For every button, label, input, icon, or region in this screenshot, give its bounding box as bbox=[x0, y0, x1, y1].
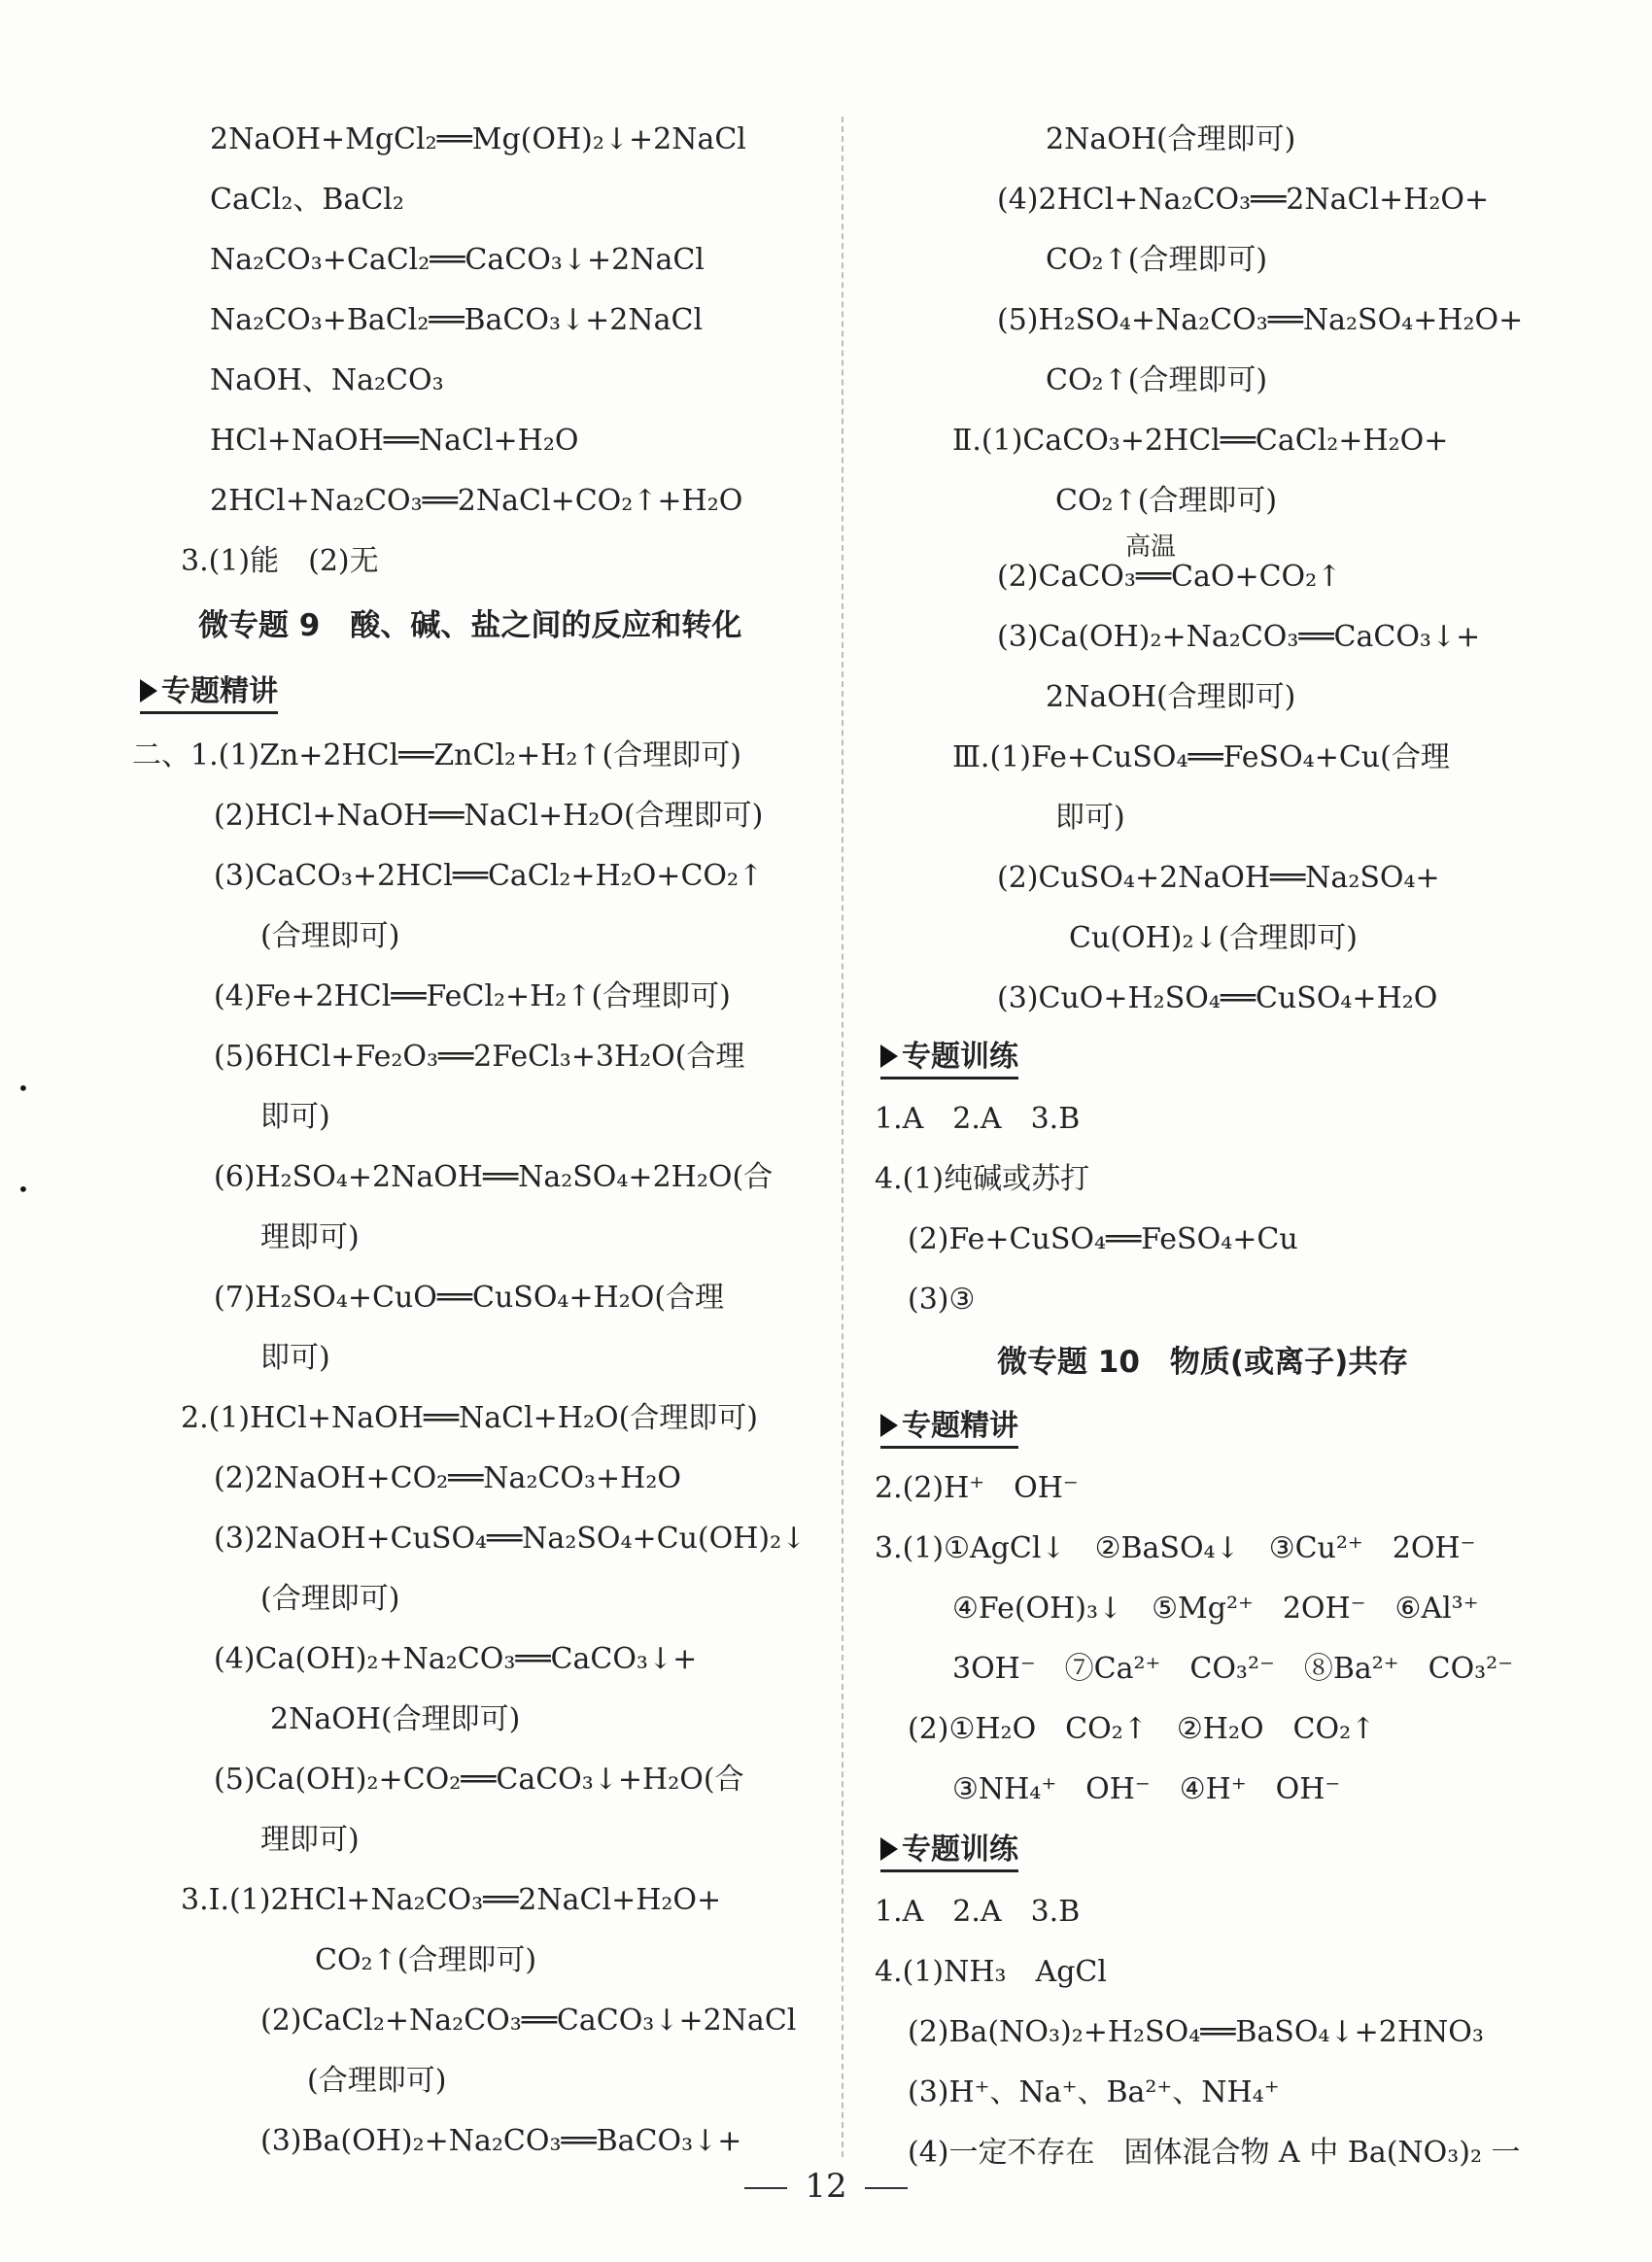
answer-line: CO₂↑(合理即可) bbox=[315, 1943, 537, 1977]
page-dash bbox=[744, 2187, 787, 2189]
answer-line: 2NaOH(合理即可) bbox=[270, 1702, 521, 1736]
answer-line: Na₂CO₃+CaCl₂══CaCO₃↓+2NaCl bbox=[210, 243, 705, 277]
page-dash bbox=[865, 2187, 908, 2189]
answer-line: Na₂CO₃+BaCl₂══BaCO₃↓+2NaCl bbox=[210, 303, 704, 337]
answer-line: (3)③ bbox=[908, 1283, 976, 1317]
answer-line: (3)H⁺、Na⁺、Ba²⁺、NH₄⁺ bbox=[908, 2075, 1280, 2109]
page-number: 12 bbox=[0, 2165, 1652, 2208]
triangle-icon bbox=[140, 679, 157, 703]
section-heading: 专题精讲 bbox=[140, 672, 278, 714]
answer-line: ③NH₄⁺ OH⁻ ④H⁺ OH⁻ bbox=[952, 1772, 1341, 1806]
answer-line: (2)CuSO₄+2NaOH══Na₂SO₄+ bbox=[997, 861, 1440, 895]
answer-line: (合理即可) bbox=[260, 1582, 400, 1616]
margin-mark: • bbox=[17, 1178, 29, 1201]
answer-line: (4)2HCl+Na₂CO₃══2NaCl+H₂O+ bbox=[997, 183, 1490, 217]
answer-line: (4)一定不存在 固体混合物 A 中 Ba(NO₃)₂ 一 bbox=[908, 2136, 1521, 2170]
answer-line: (3)CaCO₃+2HCl══CaCl₂+H₂O+CO₂↑ bbox=[214, 859, 764, 893]
answer-line: 1.A 2.A 3.B bbox=[875, 1102, 1081, 1136]
answer-line: CaCl₂、BaCl₂ bbox=[210, 183, 404, 217]
answer-line: (3)2NaOH+CuSO₄══Na₂SO₄+Cu(OH)₂↓ bbox=[214, 1522, 807, 1556]
answer-line: NaOH、Na₂CO₃ bbox=[210, 363, 444, 397]
answer-line: 4.(1)纯碱或苏打 bbox=[875, 1162, 1090, 1196]
triangle-icon bbox=[880, 1045, 898, 1068]
answer-line: 3.(1)①AgCl↓ ②BaSO₄↓ ③Cu²⁺ 2OH⁻ bbox=[875, 1531, 1476, 1565]
answer-line: 2NaOH(合理即可) bbox=[1046, 122, 1296, 156]
answer-line: ④Fe(OH)₃↓ ⑤Mg²⁺ 2OH⁻ ⑥Al³⁺ bbox=[952, 1592, 1479, 1626]
answer-line: 3.(1)能 (2)无 bbox=[181, 544, 379, 578]
answer-line: (3)CuO+H₂SO₄══CuSO₄+H₂O bbox=[997, 981, 1438, 1015]
answer-line: (7)H₂SO₄+CuO══CuSO₄+H₂O(合理 bbox=[214, 1281, 725, 1315]
answer-line: (2)HCl+NaOH══NaCl+H₂O(合理即可) bbox=[214, 799, 764, 833]
answer-line: (合理即可) bbox=[260, 919, 400, 953]
answer-line: (4)Ca(OH)₂+Na₂CO₃══CaCO₃↓+ bbox=[214, 1642, 698, 1676]
answer-line: 2HCl+Na₂CO₃══2NaCl+CO₂↑+H₂O bbox=[210, 484, 743, 518]
answer-line: 1.A 2.A 3.B bbox=[875, 1895, 1081, 1929]
answer-line: (5)H₂SO₄+Na₂CO₃══Na₂SO₄+H₂O+ bbox=[997, 303, 1524, 337]
answer-line: (4)Fe+2HCl══FeCl₂+H₂↑(合理即可) bbox=[214, 979, 731, 1013]
reaction-condition: 高温 bbox=[1125, 532, 1177, 562]
answer-line: CO₂↑(合理即可) bbox=[1046, 243, 1268, 277]
answer-line: 3OH⁻ ⑦Ca²⁺ CO₃²⁻ ⑧Ba²⁺ CO₃²⁻ bbox=[952, 1652, 1514, 1686]
answer-line: (2)2NaOH+CO₂══Na₂CO₃+H₂O bbox=[214, 1461, 681, 1495]
section-heading: 专题训练 bbox=[880, 1038, 1018, 1080]
answer-line: (2)Fe+CuSO₄══FeSO₄+Cu bbox=[908, 1222, 1298, 1256]
margin-mark: • bbox=[17, 1077, 29, 1100]
answer-line: HCl+NaOH══NaCl+H₂O bbox=[210, 424, 579, 458]
answer-line: 3.Ⅰ.(1)2HCl+Na₂CO₃══2NaCl+H₂O+ bbox=[181, 1883, 722, 1917]
answer-line: CO₂↑(合理即可) bbox=[1046, 363, 1268, 397]
answer-line: 即可) bbox=[260, 1341, 330, 1375]
answer-line: 2.(2)H⁺ OH⁻ bbox=[875, 1471, 1079, 1505]
section-heading: 专题精讲 bbox=[880, 1407, 1018, 1449]
answer-line: (5)Ca(OH)₂+CO₂══CaCO₃↓+H₂O(合 bbox=[214, 1763, 744, 1797]
triangle-icon bbox=[880, 1414, 898, 1437]
answer-line: (2)①H₂O CO₂↑ ②H₂O CO₂↑ bbox=[908, 1712, 1376, 1746]
topic-heading: 微专题 10 物质(或离子)共存 bbox=[997, 1345, 1409, 1380]
answer-line: 2NaOH+MgCl₂══Mg(OH)₂↓+2NaCl bbox=[210, 122, 746, 156]
answer-line: 二、1.(1)Zn+2HCl══ZnCl₂+H₂↑(合理即可) bbox=[132, 738, 741, 772]
answer-line: 理即可) bbox=[260, 1220, 360, 1254]
answer-line: Ⅱ.(1)CaCO₃+2HCl══CaCl₂+H₂O+ bbox=[952, 424, 1449, 458]
answer-line: (6)H₂SO₄+2NaOH══Na₂SO₄+2H₂O(合 bbox=[214, 1160, 774, 1194]
answer-line: (2)CaCl₂+Na₂CO₃══CaCO₃↓+2NaCl bbox=[260, 2004, 797, 2038]
section-heading: 专题训练 bbox=[880, 1831, 1018, 1872]
answer-line: Ⅲ.(1)Fe+CuSO₄══FeSO₄+Cu(合理 bbox=[952, 740, 1450, 774]
answer-line: 2.(1)HCl+NaOH══NaCl+H₂O(合理即可) bbox=[181, 1401, 758, 1435]
answer-line: CO₂↑(合理即可) bbox=[1055, 484, 1278, 518]
answer-line: (2)Ba(NO₃)₂+H₂SO₄══BaSO₄↓+2HNO₃ bbox=[908, 2015, 1484, 2049]
answer-line: 即可) bbox=[1055, 801, 1125, 835]
answer-line: (2)CaCO₃══CaO+CO₂↑ bbox=[997, 560, 1342, 594]
answer-line: 4.(1)NH₃ AgCl bbox=[875, 1955, 1107, 1989]
column-divider bbox=[842, 117, 843, 2157]
answer-line: Cu(OH)₂↓(合理即可) bbox=[1069, 921, 1359, 955]
answer-line: (3)Ca(OH)₂+Na₂CO₃══CaCO₃↓+ bbox=[997, 620, 1481, 654]
answer-line: 即可) bbox=[260, 1100, 330, 1134]
triangle-icon bbox=[880, 1837, 898, 1861]
answer-line: 2NaOH(合理即可) bbox=[1046, 680, 1296, 714]
answer-line: (合理即可) bbox=[307, 2064, 447, 2098]
topic-heading: 微专题 9 酸、碱、盐之间的反应和转化 bbox=[198, 608, 742, 643]
answer-line: (5)6HCl+Fe₂O₃══2FeCl₃+3H₂O(合理 bbox=[214, 1040, 745, 1074]
answer-line: 理即可) bbox=[260, 1823, 360, 1857]
answer-line: (3)Ba(OH)₂+Na₂CO₃══BaCO₃↓+ bbox=[260, 2124, 742, 2158]
